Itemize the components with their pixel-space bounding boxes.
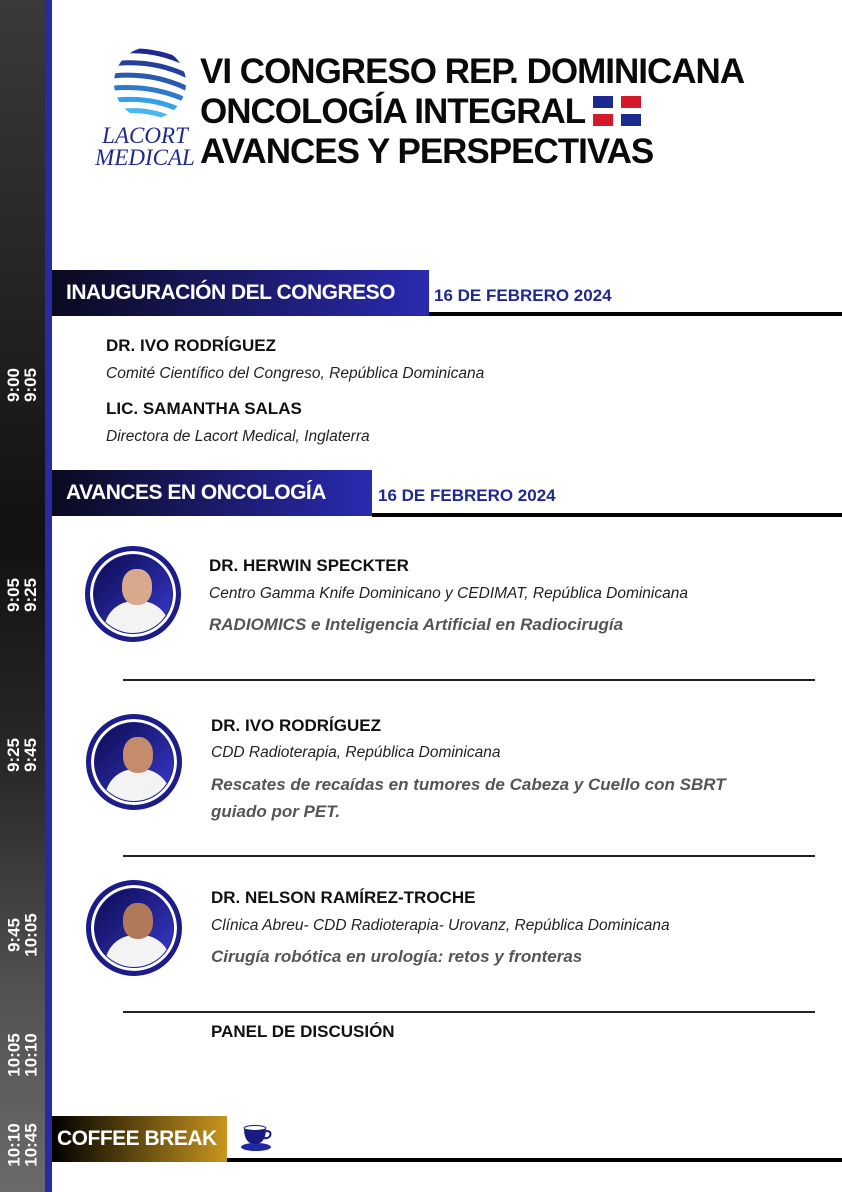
time-slot [0, 1020, 45, 1090]
time-slot [0, 880, 45, 990]
lacort-medical-logo [90, 45, 200, 169]
speaker-photo [86, 880, 182, 976]
coffee-break-bar [52, 1116, 227, 1162]
divider [227, 1158, 842, 1162]
speaker-name: DR. IVO RODRÍGUEZ [106, 336, 277, 355]
speaker-photo [86, 714, 182, 810]
section-header-inauguration [52, 270, 429, 316]
section-date: 16 DE FEBRERO 2024 [378, 486, 556, 505]
talk-title: RADIOMICS e Inteligencia Artificial en Radiocirugía [209, 615, 624, 634]
speaker-name: DR. IVO RODRÍGUEZ [211, 716, 382, 735]
title-line: VI CONGRESO REP. DOMINICANA [200, 52, 745, 91]
divider [372, 513, 842, 517]
speaker-affiliation: Clínica Abreu- CDD Radioterapia- Urovanz, República Dominicana [211, 917, 670, 934]
time-start: 9:05 [4, 577, 24, 613]
time-end: 9:25 [21, 577, 41, 613]
globe-icon [90, 45, 200, 120]
logo-line2: MEDICAL [95, 145, 195, 170]
speaker-name: LIC. SAMANTHA SALAS [106, 399, 302, 418]
divider [429, 312, 842, 316]
time-slot [0, 705, 45, 805]
speaker-photo [85, 546, 181, 642]
page-title [200, 52, 744, 172]
panel-label: PANEL DE DISCUSIÓN [211, 1022, 395, 1041]
title-line: ONCOLOGÍA INTEGRAL [200, 92, 586, 131]
section-header-oncology [52, 470, 372, 516]
time-end: 10:45 [21, 1123, 41, 1167]
divider [123, 855, 815, 857]
talk-title: Cirugía robótica en urología: retos y fronteras [211, 947, 583, 966]
talk-title: Rescates de recaídas en tumores de Cabeza y Cuello con SBRT guiado por PET. [211, 775, 726, 821]
speaker-affiliation: Comité Científico del Congreso, República Dominicana [106, 365, 485, 382]
title-line-with-flag [200, 92, 744, 132]
time-slot [0, 550, 45, 640]
time-start: 9:00 [4, 367, 24, 403]
coffee-break-label: COFFEE BREAK [57, 1127, 217, 1150]
time-start: 9:25 [4, 737, 24, 773]
divider [123, 679, 815, 681]
speaker-name: DR. NELSON RAMÍREZ-TROCHE [211, 888, 476, 907]
time-slot [0, 340, 45, 430]
sidebar-accent-line [45, 0, 52, 1192]
speaker-affiliation: CDD Radioterapia, República Dominicana [211, 744, 501, 761]
time-start: 10:05 [4, 1033, 24, 1077]
coffee-cup-icon [240, 1124, 274, 1152]
time-end: 9:45 [21, 737, 41, 773]
time-end: 9:05 [21, 367, 41, 403]
speaker-name: DR. HERWIN SPECKTER [209, 556, 409, 575]
logo-line1: LACORT [102, 123, 188, 148]
time-start: 9:45 [4, 917, 24, 953]
section-date: 16 DE FEBRERO 2024 [434, 286, 612, 305]
speaker-affiliation: Centro Gamma Knife Dominicano y CEDIMAT, República Dominicana [209, 585, 688, 602]
dominican-flag-icon [593, 96, 641, 126]
speaker-affiliation: Directora de Lacort Medical, Inglaterra [106, 428, 370, 445]
title-line: AVANCES Y PERSPECTIVAS [200, 132, 654, 171]
time-end: 10:10 [21, 1033, 41, 1077]
section-label: AVANCES EN ONCOLOGÍA [66, 481, 326, 504]
time-slot [0, 1110, 45, 1180]
time-start: 10:10 [4, 1123, 24, 1167]
section-label: INAUGURACIÓN DEL CONGRESO [66, 281, 395, 304]
time-end: 10:05 [21, 913, 41, 957]
divider [123, 1011, 815, 1013]
